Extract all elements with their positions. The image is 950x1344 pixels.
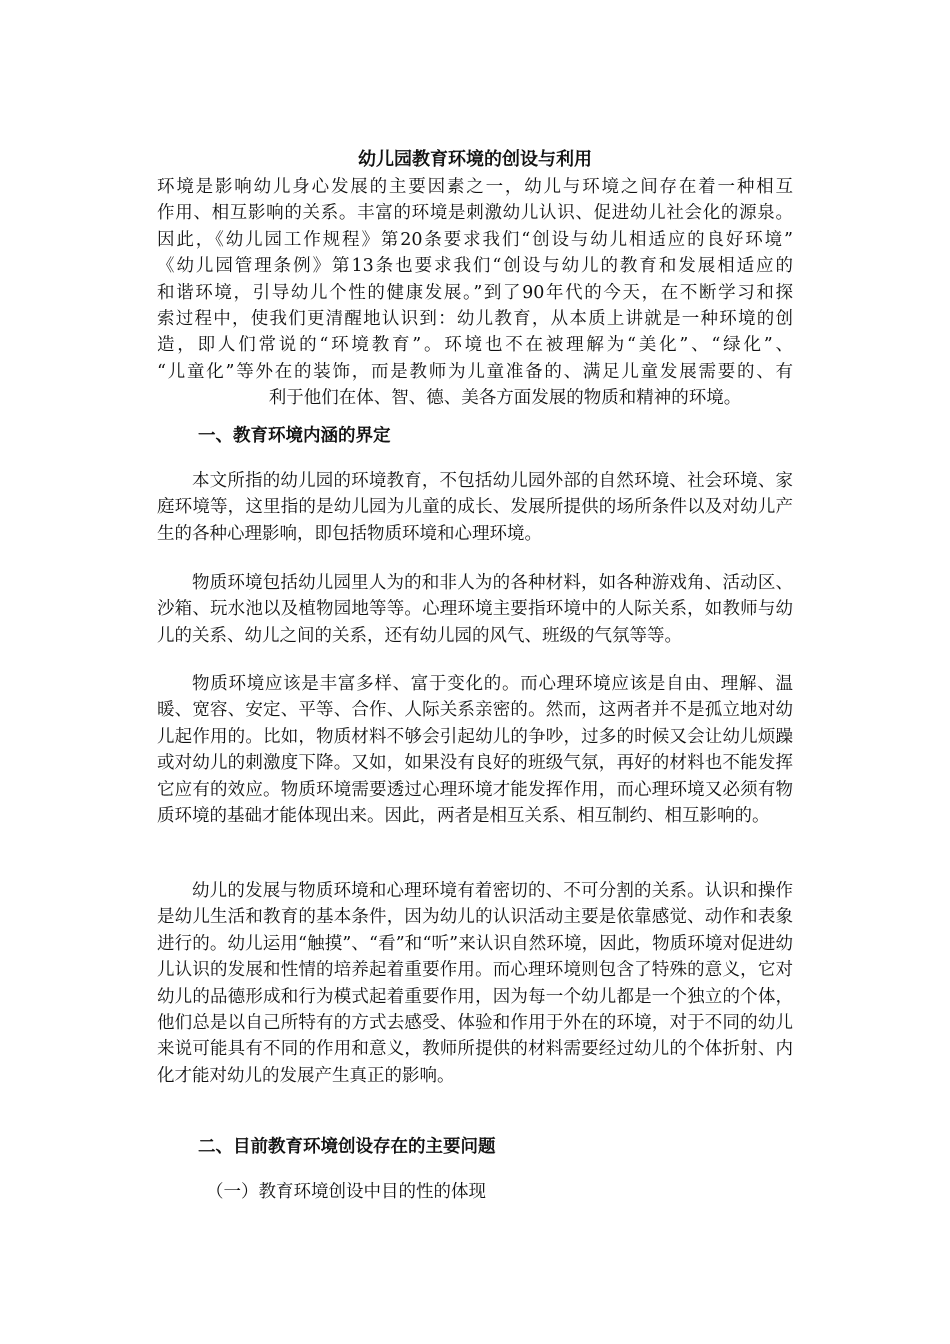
paragraph-4: 幼儿的发展与物质环境和心理环境有着密切的、不可分割的关系。认识和操作是幼儿生活和教育的基本条件，因为幼儿的认识活动主要是依靠感觉、动作和表象进行的。幼儿运用“触摸”、“看”和“听”来认识自然环境，因此，物质环境对促进幼儿认识的发展和性情的培养起着重要作用。而心理环境则包含了特殊的意义，它对幼儿的品德形成和行为模式起着重要作用，因为每一个幼儿都是一个独立的个体，他们总是以自己所特有的方式去感受、体验和作用于外在的环境，对于不同的幼儿来说可能具有不同的作用和意义，教师所提供的材料需要经过幼儿的个体折射、内化才能对幼儿的发展产生真正的影响。 — [157, 881, 793, 1086]
document-title: 幼儿园教育环境的创设与利用 — [358, 149, 592, 170]
subsection-heading-1: （一）教育环境创设中目的性的体现 — [206, 1182, 486, 1202]
paragraph-1: 本文所指的幼儿园的环境教育，不包括幼儿园外部的自然环境、社会环境、家庭环境等，这里指的是幼儿园为儿童的成长、发展所提供的场所条件以及对幼儿产生的各种心理影响，即包括物质环境和心理环境。 — [157, 471, 793, 544]
intro-line: 和谐环境，引导幼儿个性的健康发展。”到了90年代的今天，在不断学习和探 — [157, 282, 793, 303]
intro-line: 索过程中，使我们更清醒地认识到：幼儿教育，从本质上讲就是一种环境的创 — [157, 309, 793, 330]
section-heading-2: 二、目前教育环境创设存在的主要问题 — [198, 1137, 496, 1157]
intro-line: 作用、相互影响的关系。丰富的环境是刺激幼儿认识、促进幼儿社会化的源泉。 — [157, 203, 793, 224]
intro-paragraph — [157, 174, 793, 412]
section-heading-1: 一、教育环境内涵的界定 — [198, 426, 391, 446]
intro-line: 利于他们在体、智、德、美各方面发展的物质和精神的环境。 — [268, 388, 742, 409]
intro-line: “儿童化”等外在的装饰，而是教师为儿童准备的、满足儿童发展需要的、有 — [157, 361, 793, 382]
paragraph-3: 物质环境应该是丰富多样、富于变化的。而心理环境应该是自由、理解、温暖、宽容、安定、平等、合作、人际关系亲密的。然而，这两者并不是孤立地对幼儿起作用的。比如，物质材料不够会引起幼儿的争吵，过多的时候又会让幼儿烦躁或对幼儿的刺激度下降。又如，如果没有良好的班级气氛，再好的材料也不能发挥它应有的效应。物质环境需要透过心理环境才能发挥作用，而心理环境又必须有物质环境的基础才能体现出来。因此，两者是相互关系、相互制约、相互影响的。 — [157, 674, 793, 827]
intro-line: 因此，《幼儿园工作规程》第20条要求我们“创设与幼儿相适应的良好环境” — [157, 229, 793, 250]
intro-line: 环境是影响幼儿身心发展的主要因素之一，幼儿与环境之间存在着一种相互 — [157, 177, 793, 197]
intro-line: 《幼儿园管理条例》第13条也要求我们“创设与幼儿的教育和发展相适应的 — [157, 256, 793, 277]
intro-line: 造，即人们常说的“环境教育”。环境也不在被理解为“美化”、“绿化”、 — [157, 335, 793, 356]
paragraph-2: 物质环境包括幼儿园里人为的和非人为的各种材料，如各种游戏角、活动区、沙箱、玩水池以及植物园地等等。心理环境主要指环境中的人际关系，如教师与幼儿的关系、幼儿之间的关系，还有幼儿园的风气、班级的气氛等等。 — [157, 573, 793, 646]
